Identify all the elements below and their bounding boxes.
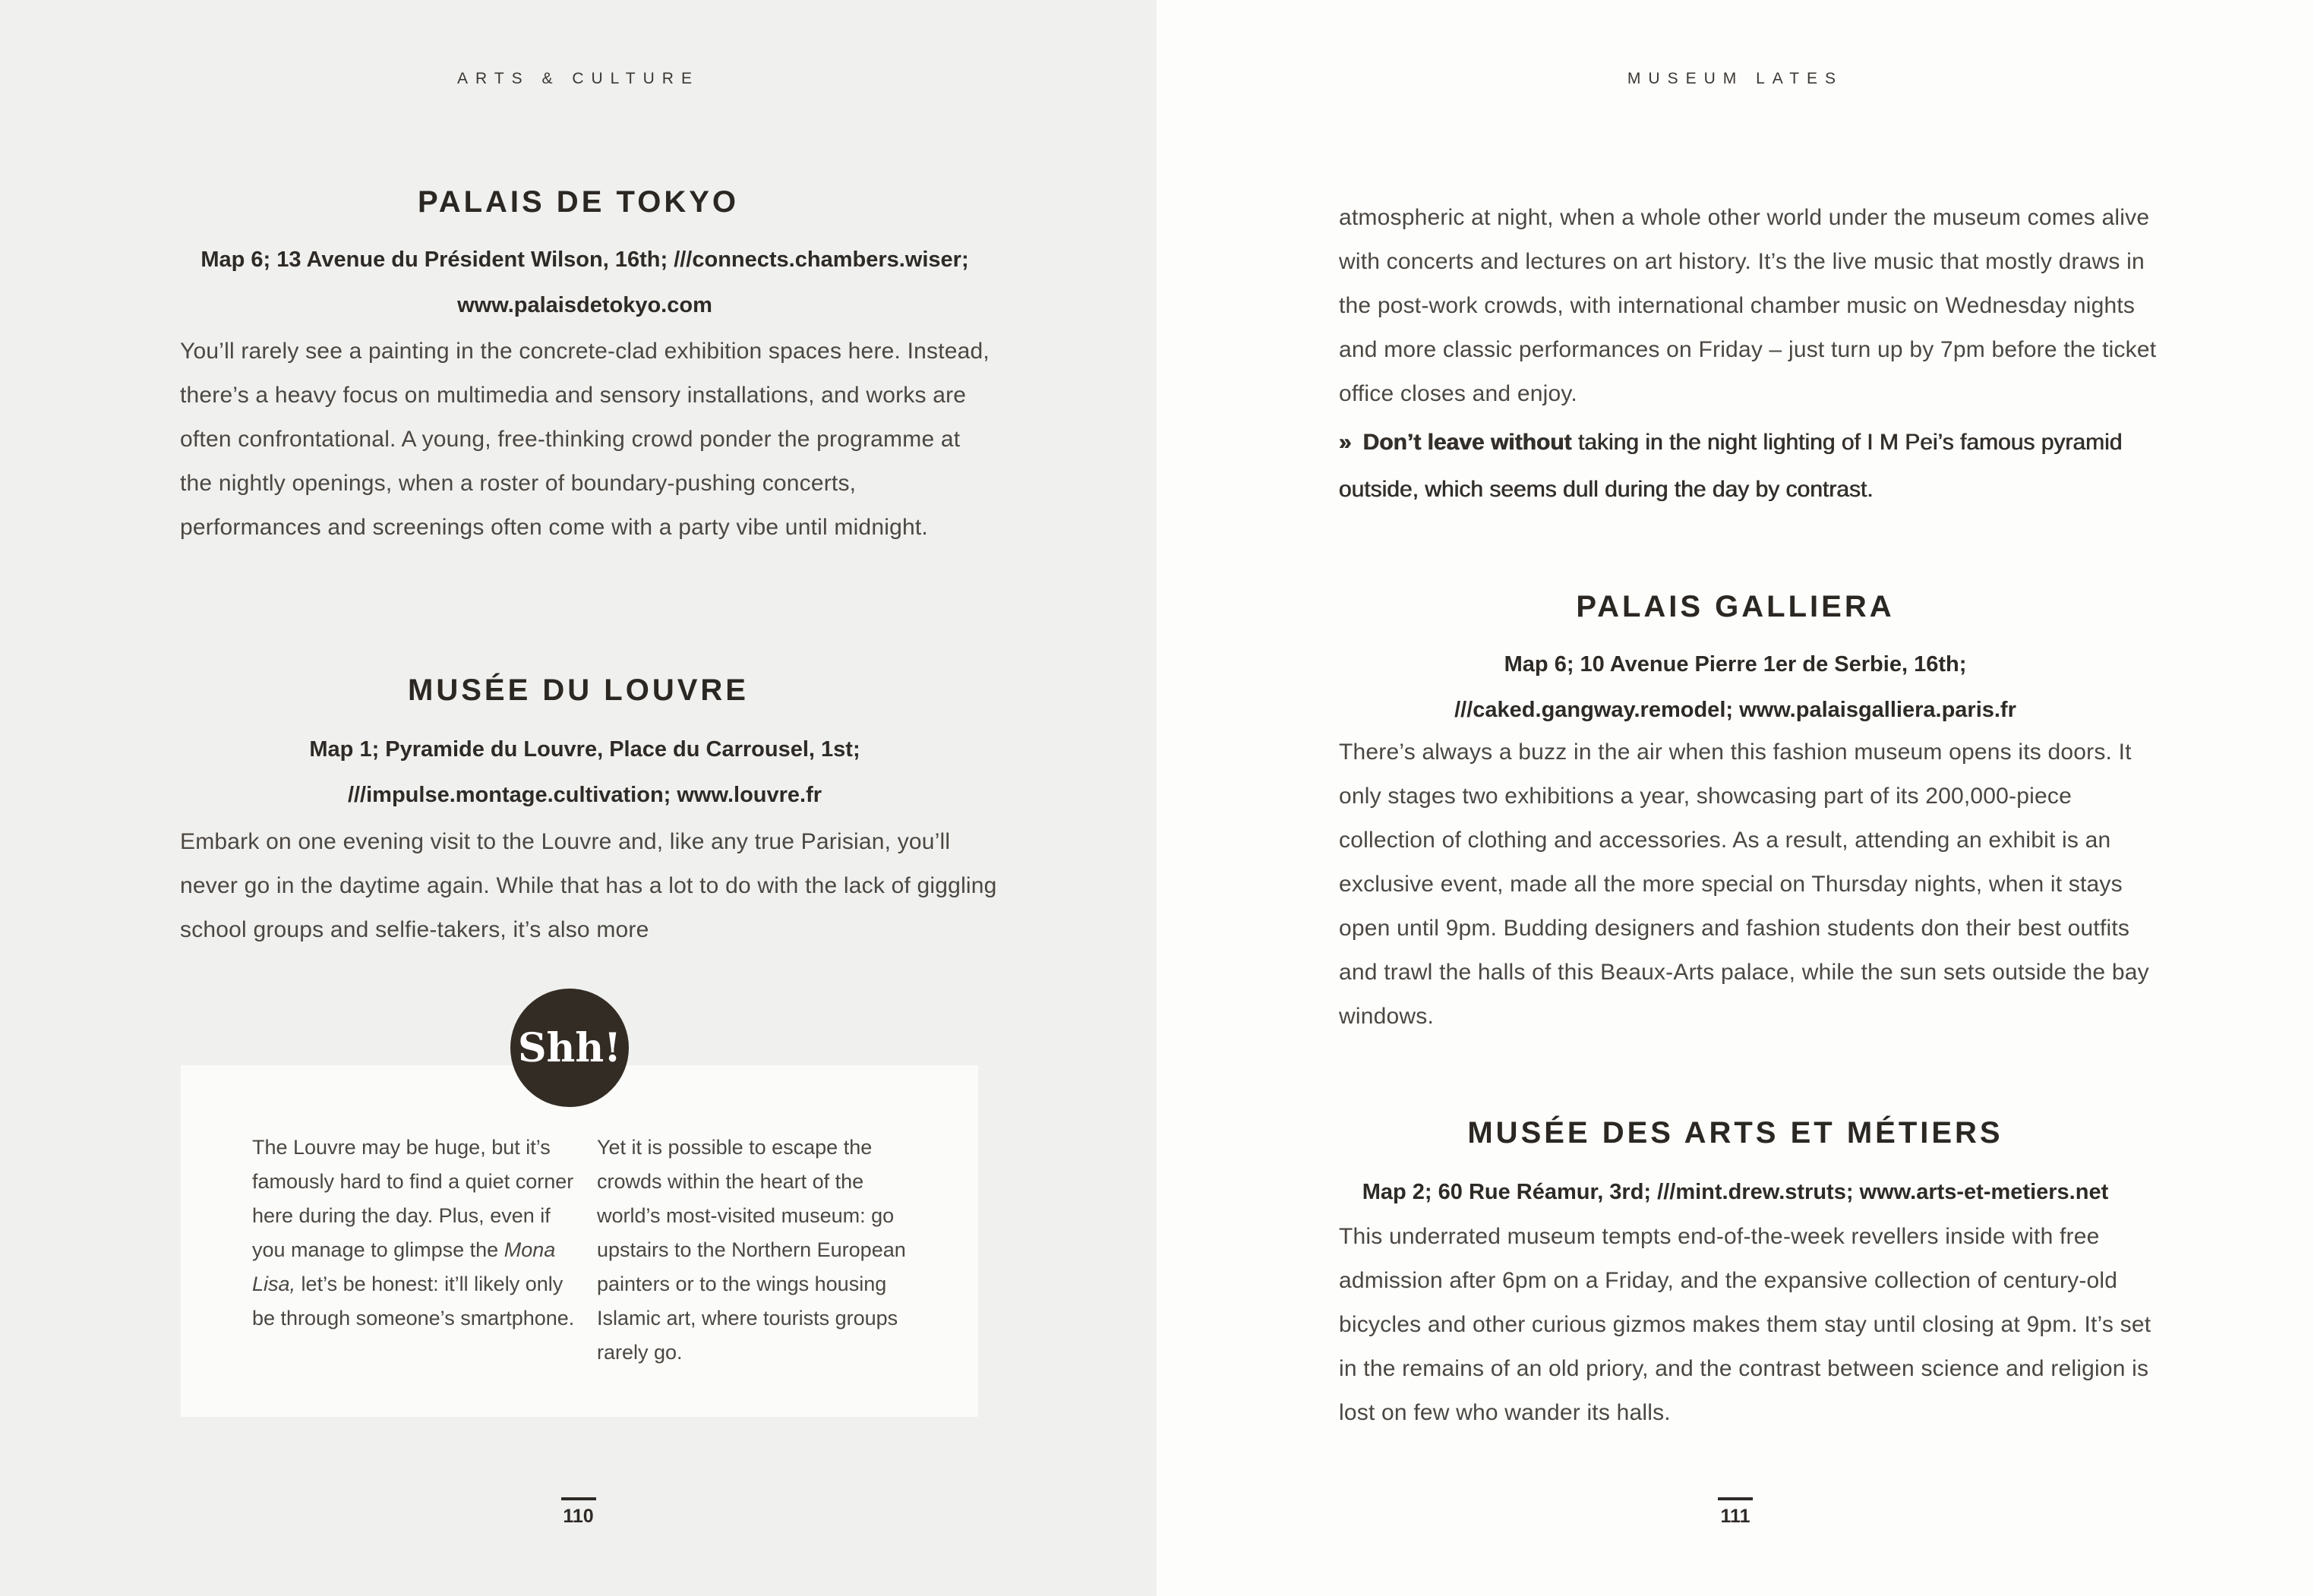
tip-text: taking in the night lighting of I M Pei’s famous pyramid outside, which seems dull during the day by contrast.	[1339, 430, 2123, 502]
article-body-musee-des-arts-et-metiers: This underrated museum tempts end-of-the-week revellers inside with free admission after 6pm on a Friday, and the expansive collection of century-old bicycles and other curious gizmos makes them stay until closing at 9pm. It’s set in the remains of an old priory, and the contrast between science and religion is lost on few who wander its halls.	[1339, 1224, 2151, 1425]
details-line: Map 6; 10 Avenue Pierre 1er de Serbie, 16th;	[1504, 652, 1967, 677]
article-details-musee-des-arts-et-metiers	[1287, 1169, 2183, 1215]
details-line: ///caked.gangway.remodel; www.palaisgalliera.paris.fr	[1454, 698, 2016, 722]
article-details-musee-du-louvre	[137, 727, 1033, 818]
tip-marker-icon: »	[1339, 430, 1353, 455]
tip-label: Don’t leave without	[1362, 430, 1572, 455]
shh-text-italic: Mona Lisa,	[252, 1238, 556, 1295]
shh-text-col2: Yet it is possible to escape the crowds within the heart of the world’s most-visited museum: go upstairs to the Northern European painters or to the wings housing Islamic art, where tourists groups rarely go.	[597, 1136, 906, 1364]
running-header-right: MUSEUM LATES	[1627, 70, 1844, 87]
dont-leave-without-tip	[1339, 419, 2162, 513]
page-number-value: 111	[1718, 1497, 1753, 1528]
article-details-palais-galliera	[1287, 642, 2183, 733]
page-number-left	[0, 1497, 1157, 1528]
shh-text-post: let’s be honest: it’ll likely only be through someone’s smartphone.	[252, 1273, 575, 1329]
article-title-musee-des-arts-et-metiers: MUSÉE DES ARTS ET MÉTIERS	[1467, 1116, 2003, 1150]
details-line: Map 6; 13 Avenue du Président Wilson, 16th; ///connects.chambers.wiser;	[200, 248, 969, 272]
intro-body-continuation: atmospheric at night, when a whole other world under the museum comes alive with concerts and lectures on art history. It’s the live music that mostly draws in the post-work crowds, with international chamber music on Wednesday nights and more classic performances on Friday – just turn up by 7pm before the ticket office closes and enjoy.	[1339, 205, 2157, 406]
shh-box-column-left	[252, 1131, 580, 1336]
page-number-value: 110	[561, 1497, 596, 1528]
details-line: www.palaisdetokyo.com	[457, 293, 712, 317]
details-line: Map 2; 60 Rue Réamur, 3rd; ///mint.drew.struts; www.arts-et-metiers.net	[1362, 1180, 2109, 1204]
shh-text-pre: The Louvre may be huge, but it’s famously hard to find a quiet corner here during the day. Plus, even if you manage to glimpse the	[252, 1136, 574, 1261]
details-line: Map 1; Pyramide du Louvre, Place du Carrousel, 1st;	[309, 737, 860, 762]
article-title-musee-du-louvre: MUSÉE DU LOUVRE	[408, 673, 749, 707]
page-right	[1157, 0, 2314, 1596]
shh-sidebar-box	[181, 1065, 978, 1417]
shh-badge-label: Shh!	[518, 1024, 621, 1071]
shh-box-column-right	[597, 1131, 916, 1370]
page-number-right	[1157, 1497, 2314, 1528]
article-body-palais-de-tokyo: You’ll rarely see a painting in the concrete-clad exhibition spaces here. Instead, there’s a heavy focus on multimedia and sensory installations, and works are often confrontational. A young, free-thinking crowd ponder the programme at the nightly openings, when a roster of boundary-pushing concerts, performances and screenings often come with a party vibe until midnight.	[180, 339, 990, 540]
article-title-palais-de-tokyo: PALAIS DE TOKYO	[417, 185, 739, 219]
article-title-palais-galliera: PALAIS GALLIERA	[1576, 590, 1895, 623]
running-header-left: ARTS & CULTURE	[457, 70, 699, 87]
article-body-palais-galliera: There’s always a buzz in the air when this fashion museum opens its doors. It only stages two exhibitions a year, showcasing part of its 200,000-piece collection of clothing and accessories. As a result, attending an exhibit is an exclusive event, made all the more special on Thursday nights, when it stays open until 9pm. Budding designers and fashion students don their best outfits and trawl the halls of this Beaux-Arts palace, while the sun sets outside the bay windows.	[1339, 740, 2149, 1029]
details-line: ///impulse.montage.cultivation; www.louvre.fr	[347, 783, 822, 807]
shh-badge	[510, 989, 629, 1107]
article-body-musee-du-louvre: Embark on one evening visit to the Louvre and, like any true Parisian, you’ll never go in the daytime again. While that has a lot to do with the lack of giggling school groups and selfie-takers, it’s also more	[180, 829, 997, 942]
article-details-palais-de-tokyo	[137, 237, 1033, 328]
